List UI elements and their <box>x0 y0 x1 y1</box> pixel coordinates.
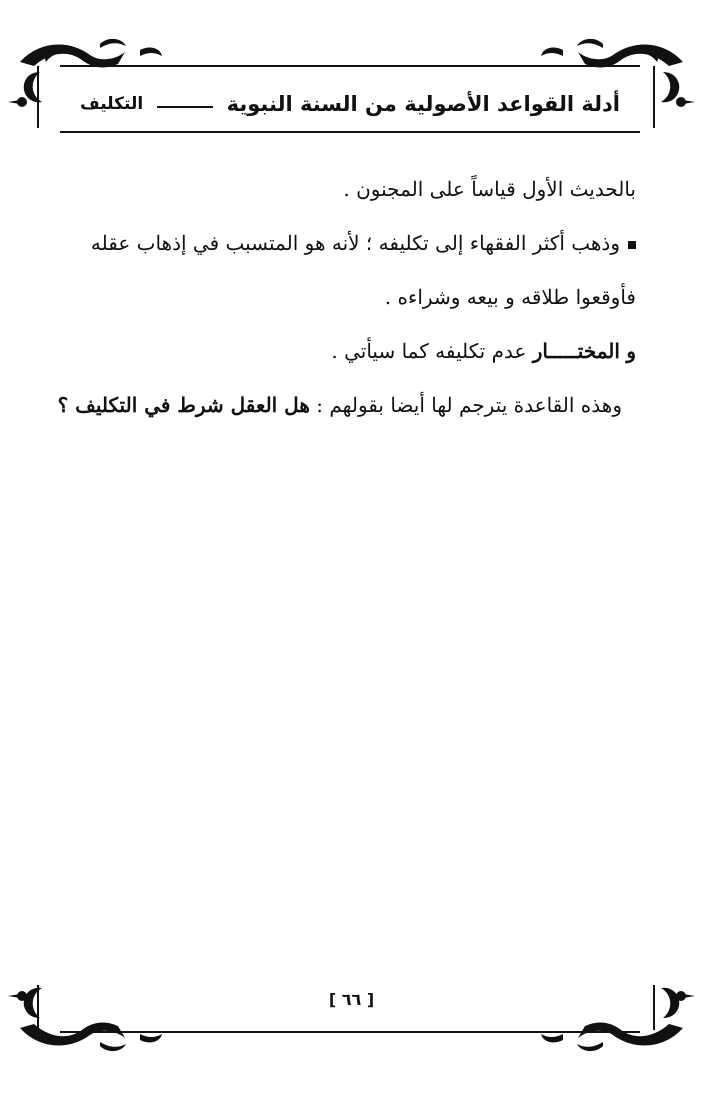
emphasis-question: هل العقل شرط في التكليف ؟ <box>57 393 310 417</box>
paragraph-text: و <box>626 339 636 363</box>
header-divider <box>157 106 212 108</box>
paragraph-text: فأوقعوا طلاقه و بيعه وشراءه . <box>384 285 636 309</box>
paragraph-text: بالحديث الأول قياساً على المجنون . <box>343 177 636 201</box>
text-line <box>36 270 636 324</box>
text-line <box>36 324 636 378</box>
text-line <box>36 162 636 216</box>
text-line <box>36 378 636 432</box>
chapter-title: التكليف <box>80 94 144 114</box>
emphasis-term: المختـــــار <box>532 339 620 363</box>
text-line <box>36 216 636 270</box>
book-title: أدلة القواعد الأصولية من السنة النبوية <box>226 92 620 116</box>
paragraph-text: عدم تكليفه كما سيأتي . <box>331 339 527 363</box>
bullet-square-icon <box>628 241 636 249</box>
paragraph-text: وهذه القاعدة يترجم لها أيضا بقولهم : <box>316 393 622 417</box>
page-body <box>36 162 636 432</box>
running-header <box>80 82 620 126</box>
page-number: [ ٦٦ ] <box>328 990 375 1009</box>
paragraph-text: وذهب أكثر الفقهاء إلى تكليفه ؛ لأنه هو المتسبب في إذهاب عقله <box>90 231 620 255</box>
